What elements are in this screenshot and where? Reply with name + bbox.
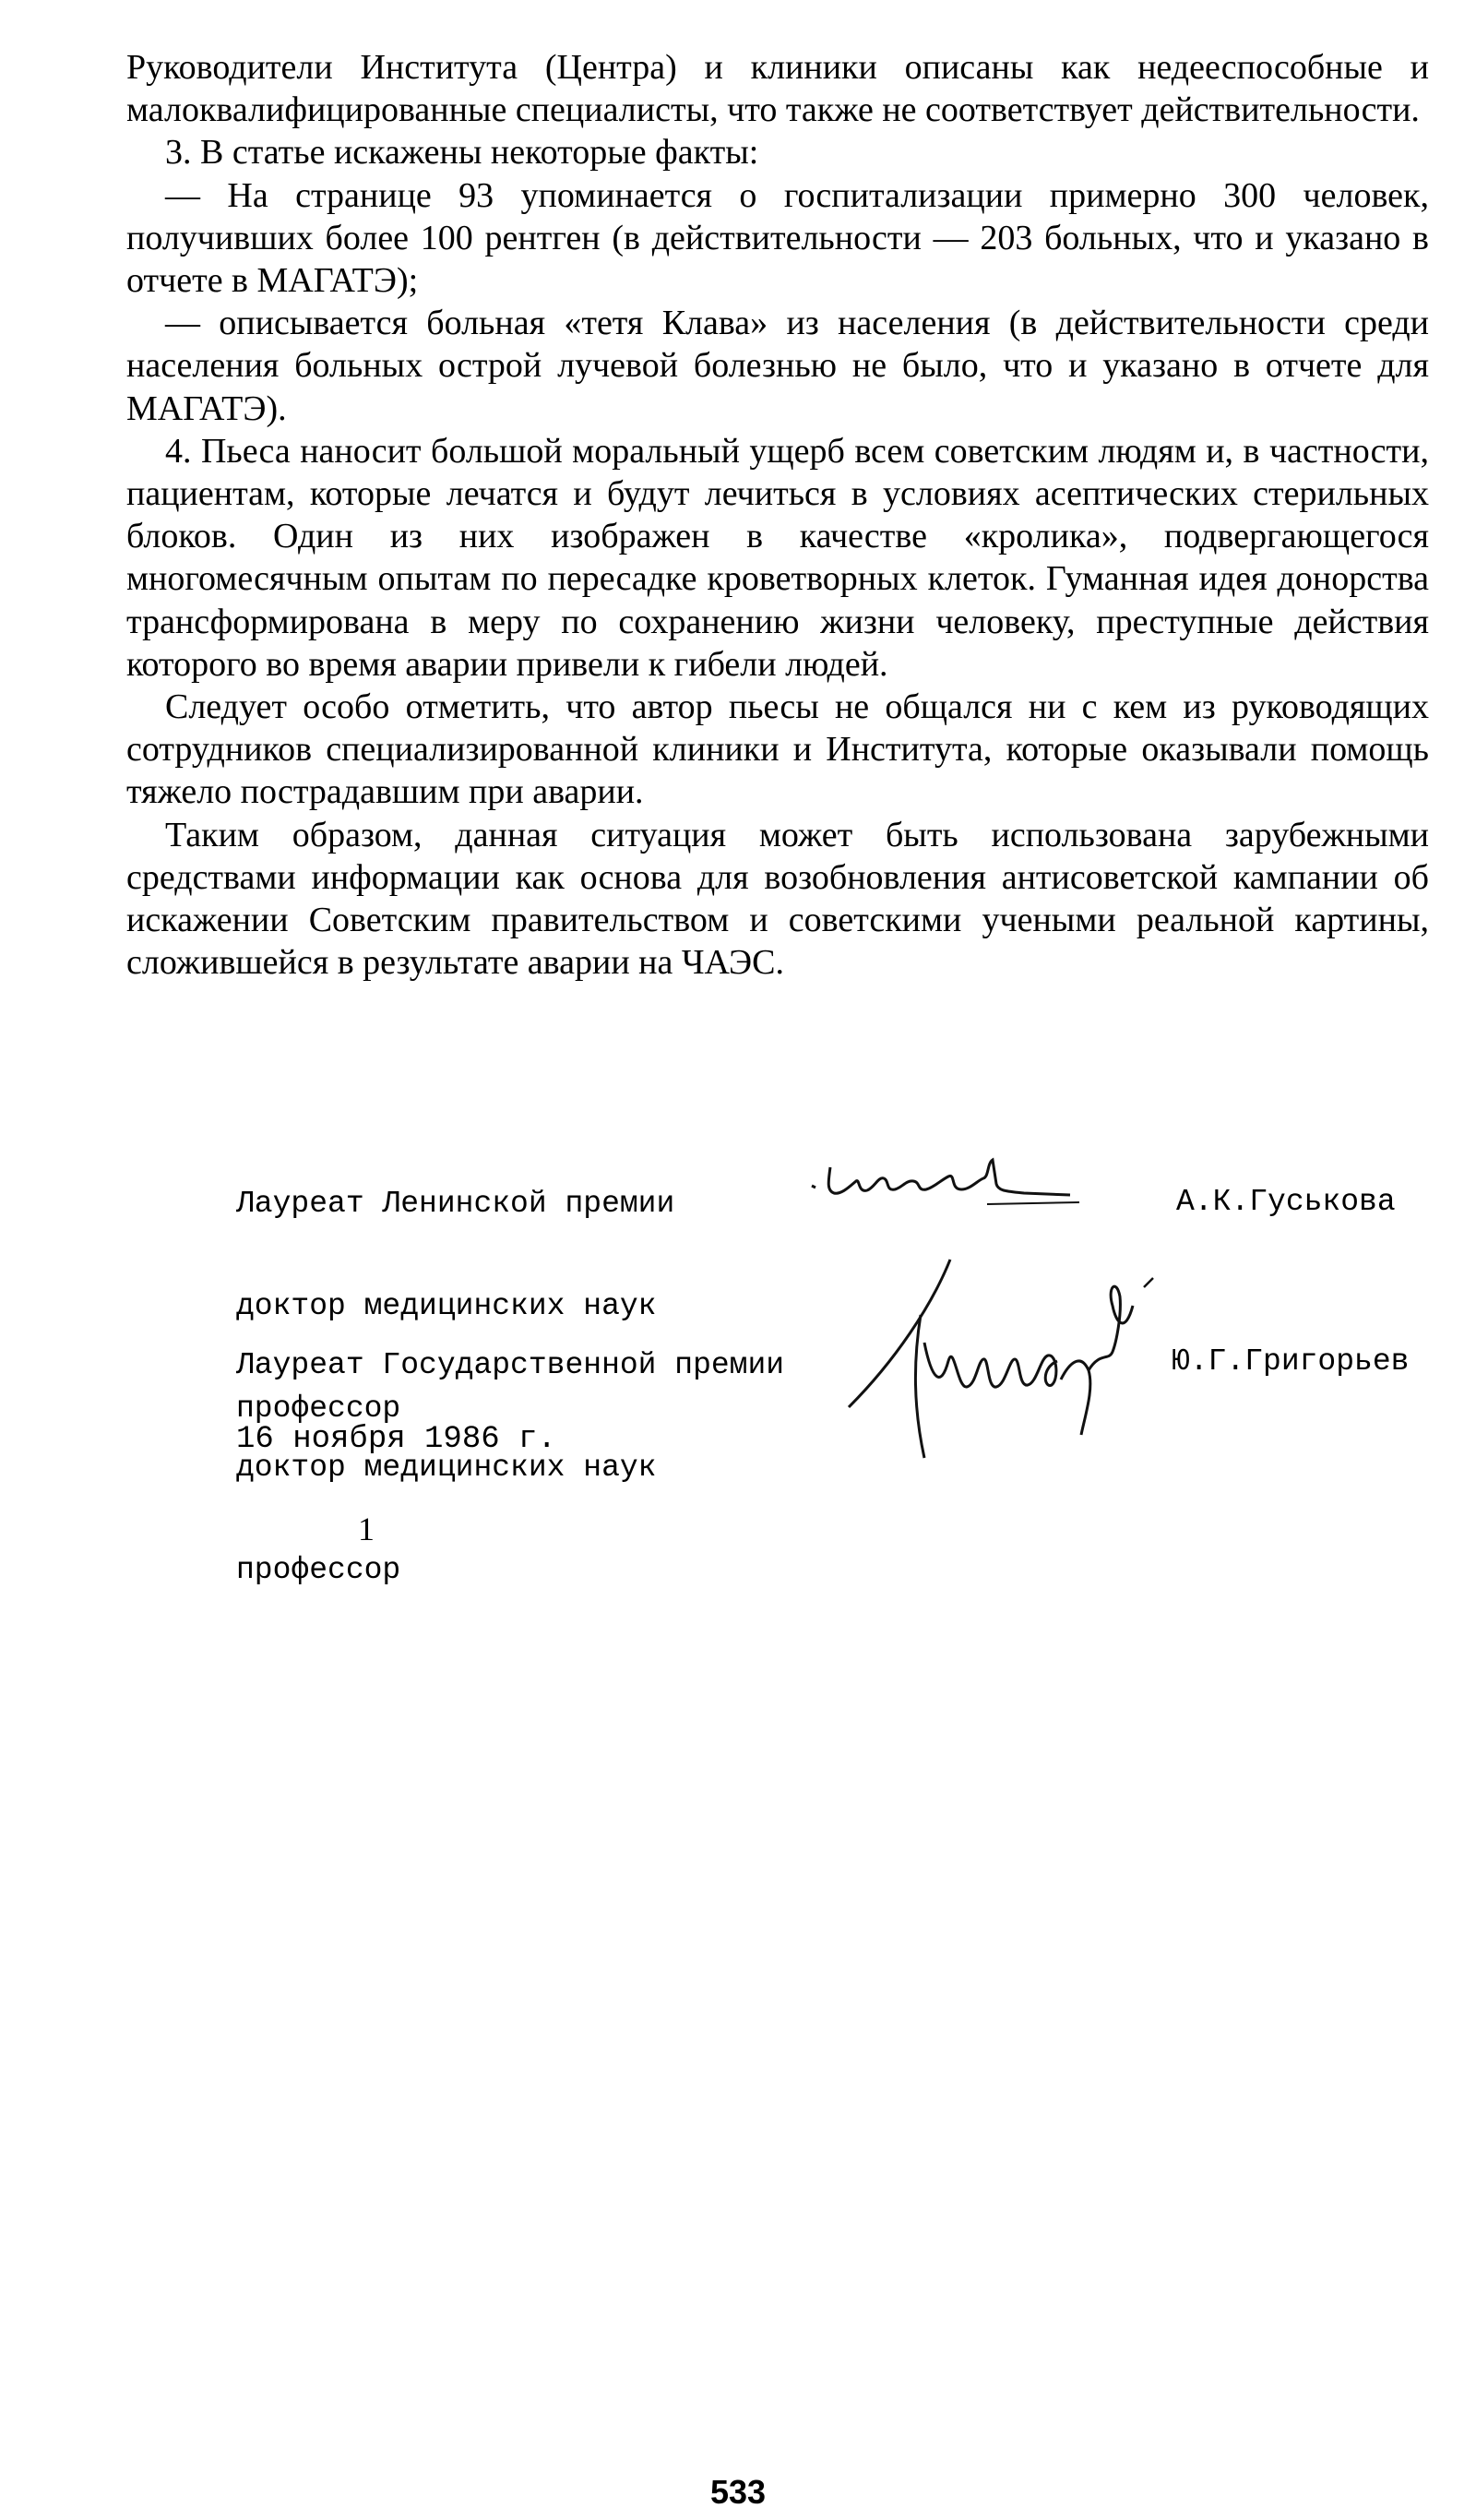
signatory-2-title-line3: профессор bbox=[236, 1553, 401, 1587]
paragraph-point-4: 4. Пьеса наносит большой моральный ущерб всем советским людям и, в частности, пациентам, которые лечатся и будут лечиться в условиях асептических стерильных блоков. Один из них изображен в качестве «кролика», подвергающегося многомесячным опытам по пересадке кроветворных клеток. Гуманная идея донорства трансформирована в меру по сохранению жизни человеку, преступные действия которого во время аварии привели к гибели людей. bbox=[126, 431, 1429, 684]
paragraph-aunt-klava: — описывается больная «тетя Клава» из населения (в действительности среди населения больных острой лучевой болезнью не было, что и указано в отчете для МАГАТЭ). bbox=[126, 304, 1429, 428]
page-number: 533 bbox=[709, 2473, 767, 2511]
paragraph-conclusion: Таким образом, данная ситуация может быть использована зарубежными средствами информации как основа для возобновления антисоветской кампании об искажении Советским правительством и советскими учеными реальной картины, сложившейся в результате аварии на ЧАЭС. bbox=[126, 815, 1429, 983]
signature-1-image bbox=[803, 1140, 1089, 1213]
signatory-2-title-line1: Лауреат Государственной премии bbox=[236, 1348, 785, 1382]
signatory-1-title-line1: Лауреат Ленинской премии bbox=[236, 1187, 675, 1221]
paragraph-page-93: — На странице 93 упоминается о госпитализации примерно 300 человек, получивших более 100 рентген (в действительности — 203 больных, что и указано в отчете в МАГАТЭ); bbox=[126, 175, 1429, 301]
document-body bbox=[126, 46, 1429, 984]
document-date: 16 ноября 1986 г. bbox=[236, 1422, 556, 1457]
signatory-2-name: Ю.Г.Григорьев bbox=[1172, 1344, 1410, 1379]
footnote-marker: 1 bbox=[358, 1511, 375, 1547]
signatory-1-title-line3: профессор bbox=[236, 1391, 401, 1426]
signatory-2-title-line2: доктор медицинских наук bbox=[236, 1451, 657, 1485]
paragraph-author-note: Следует особо отметить, что автор пьесы не общался ни с кем из руководящих сотрудников специализированной клиники и Института, которые оказывали помощь тяжело пострадавшим при аварии. bbox=[126, 687, 1429, 812]
signature-2-image bbox=[839, 1250, 1190, 1472]
paragraph-point-3: 3. В статье искажены некоторые факты: bbox=[165, 133, 759, 173]
paragraph-leaders: Руководители Института (Центра) и клиники описаны как недееспособные и малоквалифицированные специалисты, что также не соответствует действительности. bbox=[126, 48, 1429, 130]
signatory-1-name: А.К.Гуськова bbox=[1176, 1185, 1396, 1219]
signatory-1-title-line2: доктор медицинских наук bbox=[236, 1289, 657, 1323]
